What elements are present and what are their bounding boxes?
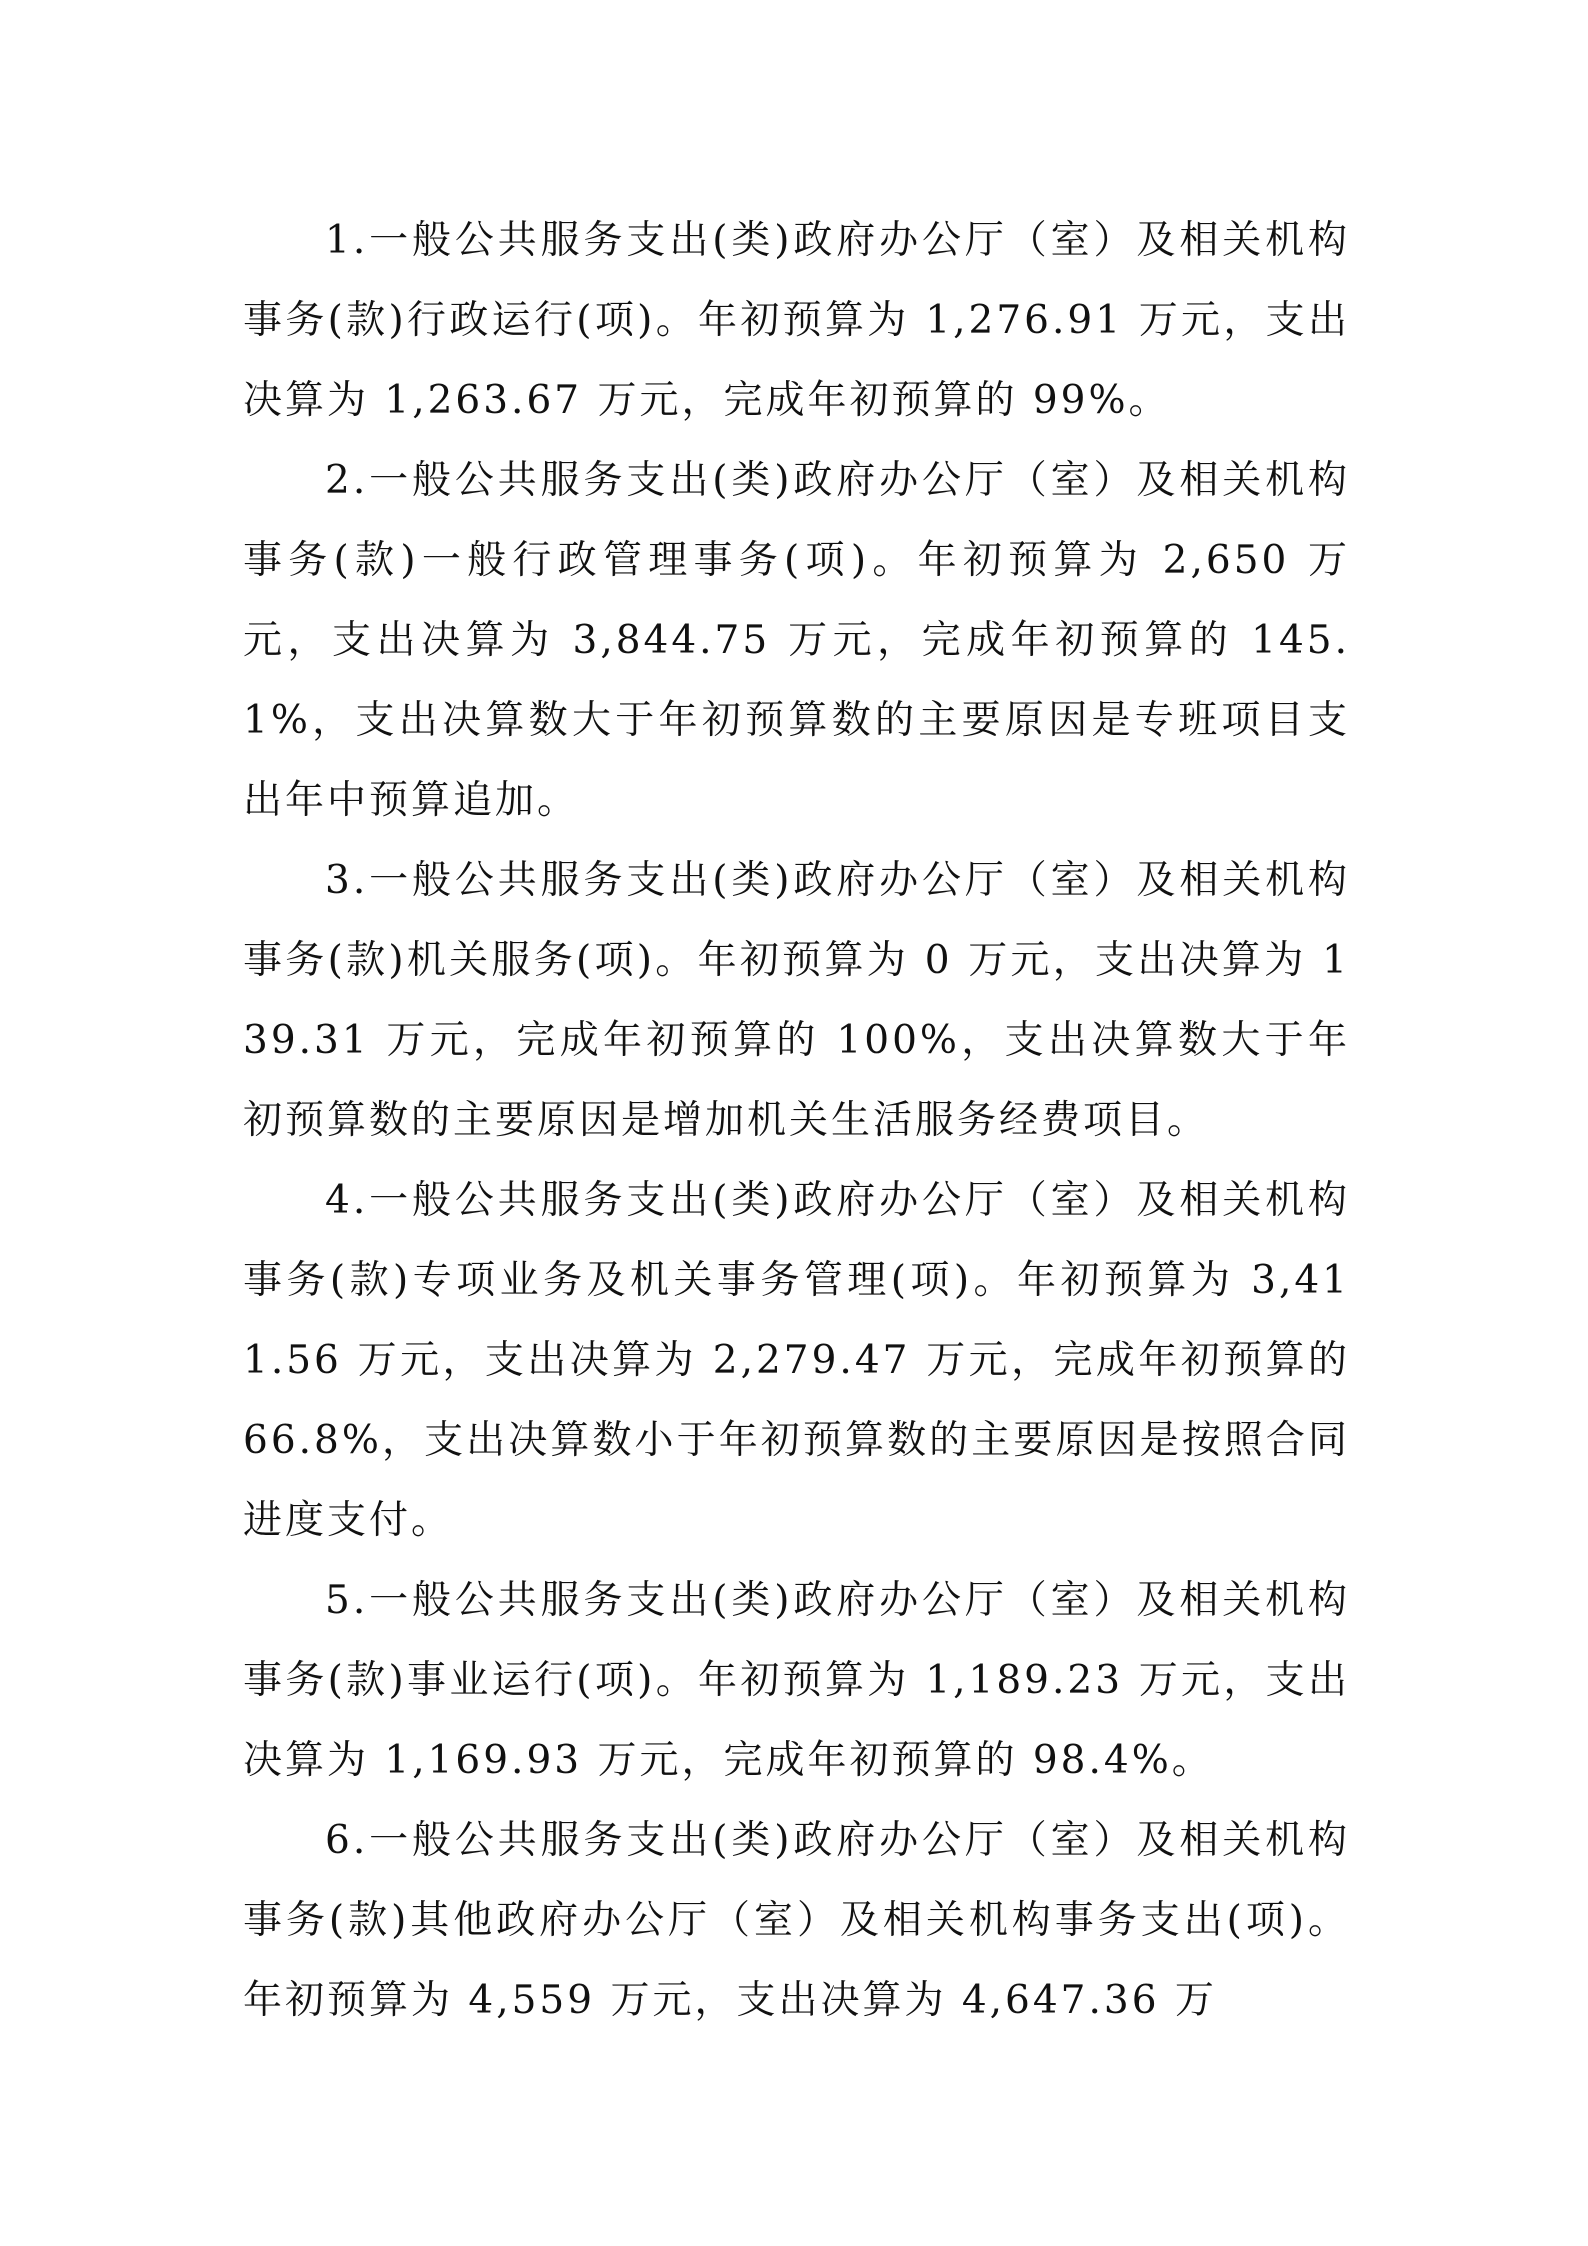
paragraph-5: 5.一般公共服务支出(类)政府办公厅（室）及相关机构事务(款)事业运行(项)。年初预算为 1,189.23 万元，支出决算为 1,169.93 万元，完成年初预算的 98.4%。 — [243, 1578, 1350, 1783]
paragraph-6: 6.一般公共服务支出(类)政府办公厅（室）及相关机构事务(款)其他政府办公厅（室）及相关机构事务支出(项)。年初预算为 4,559 万元，支出决算为 4,647.36 万 — [243, 1818, 1350, 2023]
paragraph-4: 4.一般公共服务支出(类)政府办公厅（室）及相关机构事务(款)专项业务及机关事务管理(项)。年初预算为 3,411.56 万元，支出决算为 2,279.47 万元，完成年初预算的 66.8%，支出决算数小于年初预算数的主要原因是按照合同进度支付。 — [243, 1178, 1350, 1543]
paragraph-3: 3.一般公共服务支出(类)政府办公厅（室）及相关机构事务(款)机关服务(项)。年初预算为 0 万元，支出决算为 139.31 万元，完成年初预算的 100%，支出决算数大于年初预算数的主要原因是增加机关生活服务经费项目。 — [243, 858, 1350, 1143]
document-page — [243, 201, 1350, 2041]
paragraph-2: 2.一般公共服务支出(类)政府办公厅（室）及相关机构事务(款)一般行政管理事务(项)。年初预算为 2,650 万元，支出决算为 3,844.75 万元，完成年初预算的 145.1%，支出决算数大于年初预算数的主要原因是专班项目支出年中预算追加。 — [243, 458, 1350, 823]
paragraph-1: 1.一般公共服务支出(类)政府办公厅（室）及相关机构事务(款)行政运行(项)。年初预算为 1,276.91 万元，支出决算为 1,263.67 万元，完成年初预算的 99%。 — [243, 218, 1350, 423]
